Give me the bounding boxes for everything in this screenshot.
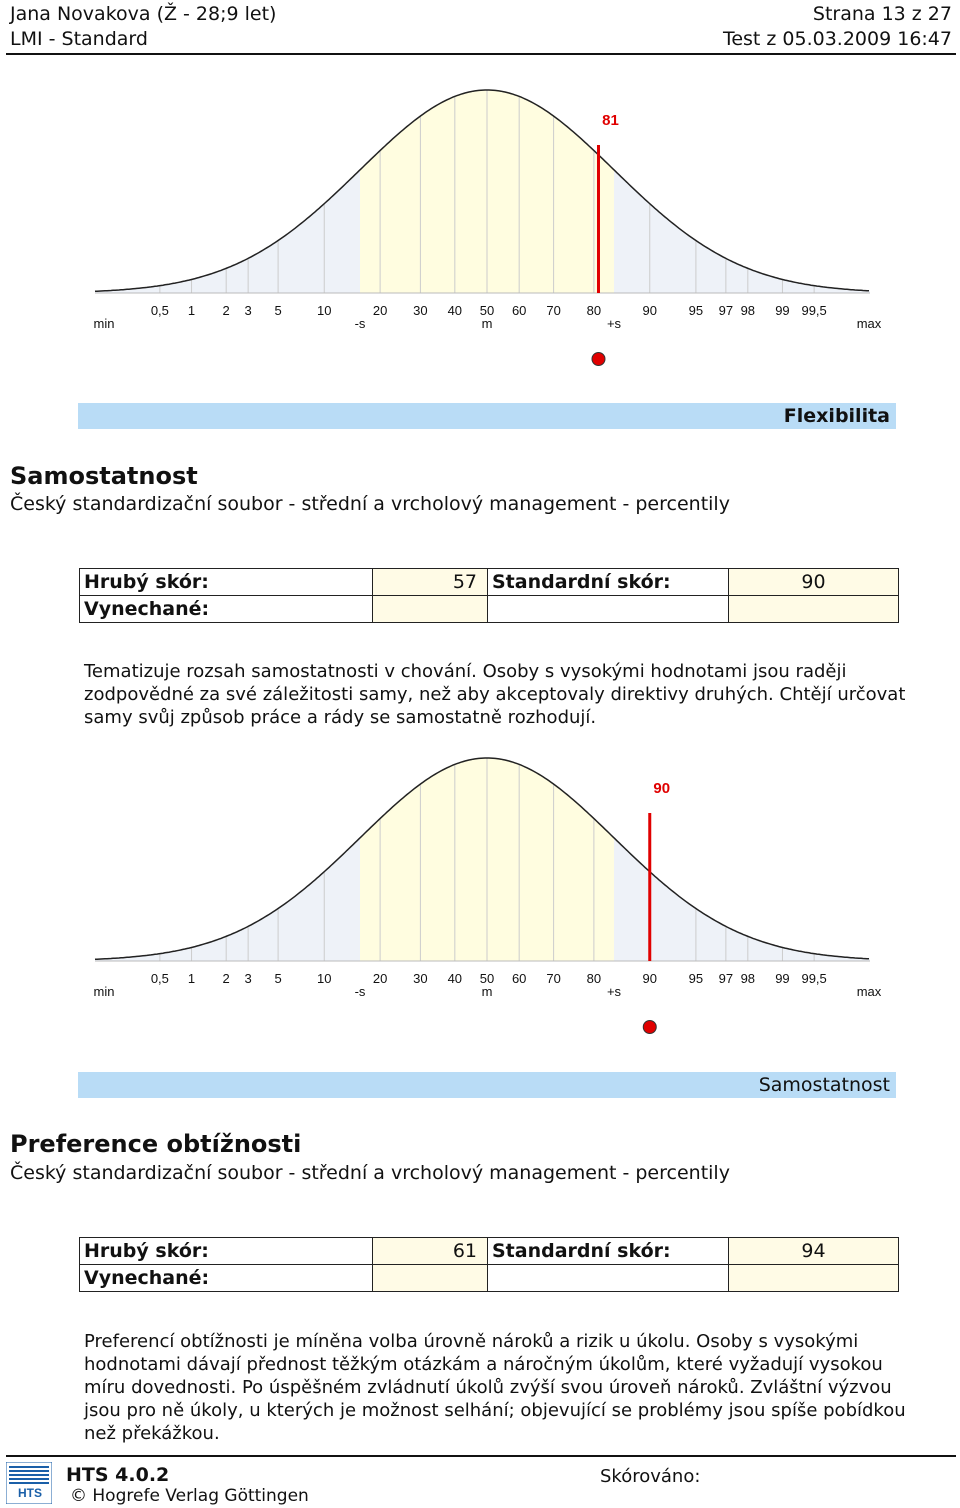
tail-area-left (95, 838, 360, 961)
empty-cell (729, 1265, 899, 1292)
percentile-tick-label: 60 (511, 971, 527, 986)
percentile-tick-label: 40 (447, 971, 463, 986)
percentile-tick-label: 3 (244, 303, 252, 318)
percentile-tick-label: 0,5 (150, 303, 169, 318)
footer-rule (6, 1455, 956, 1457)
section-title-2: Preference obtížnosti (10, 1130, 302, 1158)
score-dot (592, 353, 605, 366)
empty-cell (488, 596, 729, 623)
scale-marker-max: max (856, 316, 882, 331)
scale-marker-plus-s: +s (606, 984, 622, 999)
software-version: HTS 4.0.2 (66, 1464, 170, 1486)
scale-marker-m: m (481, 316, 493, 331)
percentile-tick-label: 2 (222, 971, 230, 986)
percentile-tick-label: 5 (274, 303, 282, 318)
standard-score-value: 94 (729, 1238, 899, 1265)
missing-label: Vynechané: (80, 1265, 373, 1292)
raw-score-label: Hrubý skór: (80, 1238, 373, 1265)
distribution-chart-1 (0, 60, 960, 370)
raw-score-label: Hrubý skór: (80, 569, 373, 596)
percentile-tick-label: 99,5 (801, 971, 827, 986)
band-label-1: Flexibilita (783, 405, 890, 427)
score-value-label: 81 (602, 112, 619, 129)
page-number: Strana 13 z 27 (812, 3, 952, 25)
score-value-label: 90 (653, 780, 671, 797)
standard-score-label: Standardní skór: (488, 569, 729, 596)
section-subtitle-2: Český standardizační soubor - střední a vrcholový management - percentily (10, 1162, 730, 1184)
scale-marker-minus-s: -s (354, 316, 366, 331)
percentile-tick-label: 95 (688, 971, 704, 986)
section-subtitle-1: Český standardizační soubor - střední a vrcholový management - percentily (10, 493, 730, 515)
section-description-2: Preferencí obtížnosti je míněna volba úrovně nároků a rizik u úkolu. Osoby s vysokými hodnotami dávají přednost těžkým otázkám a náročným úkolům, které vyžadují vysokou míru dovednosti. Po úspěšném zvládnutí úkolů zvýší svou úroveň nároků. Zvláštní výzvou jsou pro ně úkoly, u kterých je možnost selhání; objevující se problémy jsou spíše pobídkou než překážkou. (84, 1331, 906, 1444)
percentile-tick-label: 80 (586, 303, 602, 318)
percentile-tick-label: 1 (187, 971, 196, 986)
percentile-tick-label: 99 (775, 303, 790, 318)
header-rule (6, 53, 956, 55)
distribution-chart-2 (0, 728, 960, 1038)
empty-cell (488, 1265, 729, 1292)
percentile-tick-label: 50 (479, 971, 495, 986)
scale-marker-max: max (856, 984, 882, 999)
percentile-tick-label: 5 (274, 971, 282, 986)
tail-area-right (614, 838, 870, 961)
percentile-tick-label: 95 (688, 303, 704, 318)
standard-score-value: 90 (729, 569, 899, 596)
scale-marker-min: min (93, 316, 115, 331)
percentile-tick-label: 10 (317, 303, 332, 318)
percentile-tick-label: 0,5 (150, 971, 169, 986)
test-name: LMI - Standard (10, 28, 148, 50)
percentile-tick-label: 80 (586, 971, 602, 986)
percentile-tick-label: 98 (740, 303, 756, 318)
percentile-tick-label: 1 (187, 303, 196, 318)
copyright: © Hogrefe Verlag Göttingen (70, 1486, 309, 1506)
score-dot (643, 1021, 656, 1034)
missing-label: Vynechané: (80, 596, 373, 623)
percentile-tick-label: 97 (718, 971, 734, 986)
empty-cell (729, 596, 899, 623)
percentile-tick-label: 99 (775, 971, 790, 986)
percentile-tick-label: 10 (317, 971, 332, 986)
scored-label: Skórováno: (600, 1466, 701, 1487)
percentile-tick-label: 90 (642, 303, 657, 318)
percentile-tick-label: 3 (244, 971, 252, 986)
person-name: Jana Novakova (Ž - 28;9 let) (10, 3, 277, 25)
raw-score-value: 57 (373, 569, 488, 596)
percentile-tick-label: 30 (413, 971, 428, 986)
percentile-tick-label: 60 (511, 303, 527, 318)
missing-value (373, 596, 488, 623)
tail-area-left (95, 170, 360, 293)
hts-logo (6, 1462, 52, 1504)
bell-curve-svg-2 (0, 728, 960, 1038)
raw-score-value: 61 (373, 1238, 488, 1265)
percentile-tick-label: 97 (718, 303, 734, 318)
band-label-2: Samostatnost (758, 1074, 890, 1096)
test-date: Test z 05.03.2009 16:47 (722, 28, 952, 50)
percentile-tick-label: 99,5 (801, 303, 827, 318)
percentile-tick-label: 20 (372, 303, 388, 318)
percentile-tick-label: 70 (546, 971, 561, 986)
percentile-tick-label: 20 (372, 971, 388, 986)
percentile-tick-label: 70 (546, 303, 561, 318)
percentile-tick-label: 40 (447, 303, 463, 318)
bell-curve-svg-1 (0, 60, 960, 370)
score-table-1 (79, 568, 899, 623)
percentile-tick-label: 90 (642, 971, 657, 986)
percentile-tick-label: 2 (222, 303, 230, 318)
scale-band-2 (78, 1072, 896, 1098)
scale-marker-plus-s: +s (606, 316, 622, 331)
percentile-tick-label: 30 (413, 303, 428, 318)
section-title-1: Samostatnost (10, 462, 198, 490)
scale-marker-minus-s: -s (354, 984, 366, 999)
section-description-1: Tematizuje rozsah samostatnosti v chování. Osoby s vysokými hodnotami jsou raději zodpovědné za své záležitosti samy, než aby akceptovaly direktivy druhých. Chtějí určovat samy svůj způsob práce a rády se samostatně rozhodují. (84, 661, 906, 728)
scale-marker-m: m (481, 984, 493, 999)
scale-band-1 (78, 403, 896, 429)
percentile-tick-label: 98 (740, 971, 756, 986)
scale-marker-min: min (93, 984, 115, 999)
tail-area-right (614, 170, 870, 293)
standard-score-label: Standardní skór: (488, 1238, 729, 1265)
logo-text: HTS (18, 1486, 42, 1500)
missing-value (373, 1265, 488, 1292)
percentile-tick-label: 50 (479, 303, 495, 318)
score-table-2 (79, 1237, 899, 1292)
